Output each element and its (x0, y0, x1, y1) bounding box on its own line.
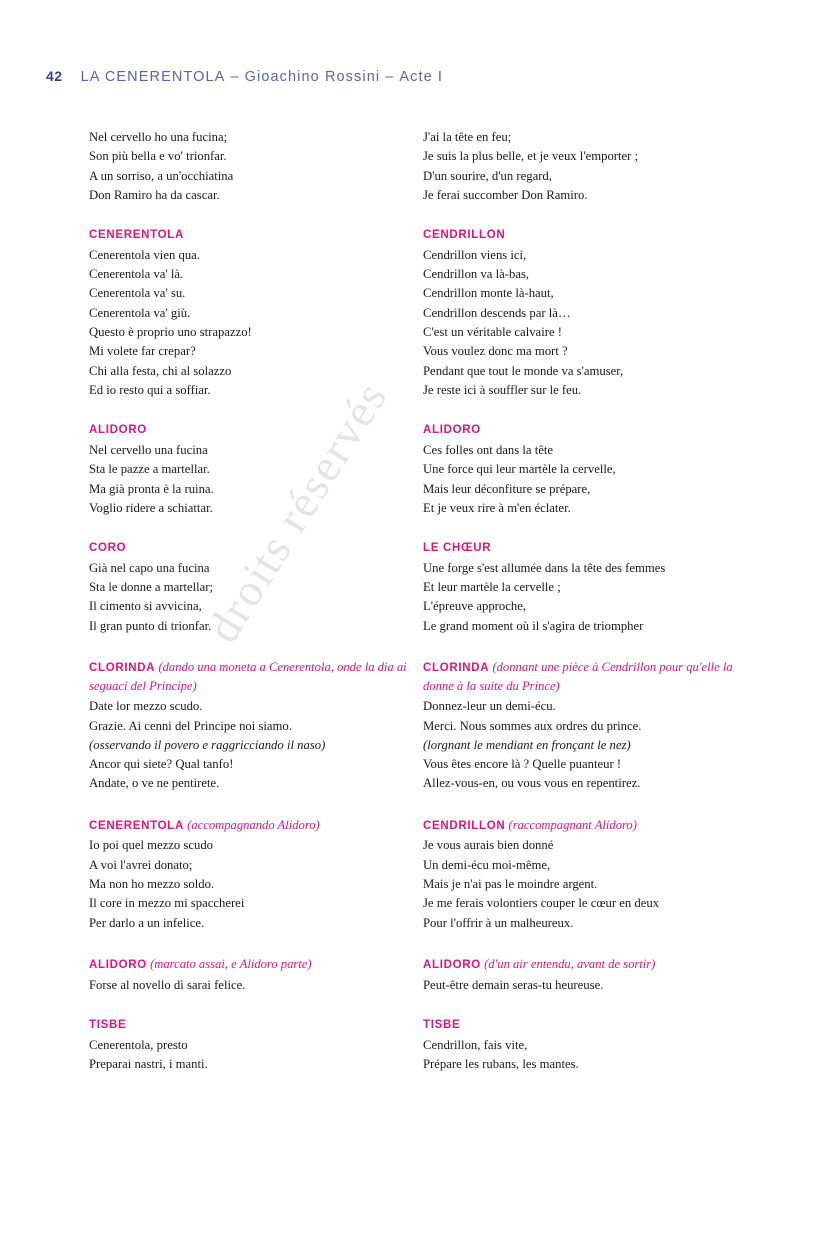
page-number: 42 (46, 68, 63, 84)
speech-block (423, 658, 757, 794)
speaker-label (423, 540, 757, 557)
speaker-name: ALIDORO (89, 958, 147, 971)
verse-line: Chi alla festa, chi al solazzo (89, 363, 232, 378)
speaker-name: CLORINDA (423, 661, 490, 674)
speech-block (423, 227, 757, 400)
speaker-name: ALIDORO (89, 424, 147, 437)
speech-block (423, 422, 757, 518)
verse-line: Sta le pazze a martellar. (89, 462, 210, 477)
verse-line: (lorgnant le mendiant en fronçant le nez) (423, 737, 631, 752)
column-french (423, 128, 757, 1074)
speech-block (423, 128, 757, 205)
speaker-label (89, 422, 423, 439)
speaker-name: CENERENTOLA (89, 229, 185, 242)
verse-line: Per darlo a un infelice. (89, 915, 205, 930)
speaker-label (423, 1017, 757, 1034)
verse-line: Je me ferais volontiers couper le cœur en deux (423, 896, 660, 911)
speaker-label (89, 816, 423, 835)
verse-line: Preparai nastri, i manti. (89, 1056, 208, 1071)
speaker-name: CENDRILLON (423, 819, 506, 832)
verse-line: Ces folles ont dans la tête (423, 442, 554, 457)
speaker-label (423, 816, 757, 835)
verse-line: A voi l'avrei donato; (89, 857, 193, 872)
verse-line: Je reste ici à souffler sur le feu. (423, 382, 582, 397)
verse-line: Mais leur déconfiture se prépare, (423, 481, 591, 496)
verse-line: Don Ramiro ha da cascar. (89, 187, 220, 202)
verse-line: Cendrillon va là-bas, (423, 267, 530, 282)
speech-block (89, 658, 423, 794)
verse-line: Già nel capo una fucina (89, 560, 210, 575)
verse-line: Voglio ridere a schiattar. (89, 500, 213, 515)
page-header (46, 68, 781, 85)
speaker-name: CENDRILLON (423, 229, 506, 242)
act-label: Acte I (399, 69, 444, 85)
verse-line: Andate, o ve ne pentirete. (89, 776, 220, 791)
speaker-label (423, 227, 757, 244)
title-separator-1: – (230, 69, 240, 85)
verse-line: Cendrillon, fais vite, (423, 1037, 528, 1052)
verse-line: Mi volete far crepar? (89, 344, 196, 359)
verse-line: Grazie. Ai cenni del Principe noi siamo. (89, 718, 292, 733)
speech-block (423, 1017, 757, 1074)
verse-line: Prépare les rubans, les mantes. (423, 1056, 579, 1071)
stage-direction: (dando una moneta a Cenerentola, onde la dia ai seguaci del Principe) (89, 659, 407, 693)
speech-block (423, 540, 757, 636)
speaker-label (423, 422, 757, 439)
verse-line: Nel cervello ho una fucina; (89, 130, 228, 144)
libretto-columns (0, 128, 827, 1074)
verse-line: Il core in mezzo mi spaccherei (89, 896, 245, 911)
verse-line: Nel cervello una fucina (89, 442, 208, 457)
verse-line: Cenerentola va' giù. (89, 305, 191, 320)
verse-line: Et je veux rire à m'en éclater. (423, 500, 571, 515)
verse-line: (osservando il povero e raggricciando il naso) (89, 737, 326, 752)
verse-line: C'est un véritable calvaire ! (423, 325, 562, 340)
work-title: LA CENERENTOLA (80, 69, 226, 85)
verse-line: Une force qui leur martèle la cervelle, (423, 462, 616, 477)
verse-line: Forse al novello dì sarai felice. (89, 977, 246, 992)
verse-line: Et leur martèle la cervelle ; (423, 580, 561, 595)
speaker-label (423, 658, 757, 695)
verse-line: A un sorriso, a un'occhiatina (89, 168, 234, 183)
speaker-name: ALIDORO (423, 424, 481, 437)
verse-line: Pendant que tout le monde va s'amuser, (423, 363, 624, 378)
verse-line: Ma già pronta è la ruina. (89, 481, 214, 496)
verse-line: Sta le donne a martellar; (89, 580, 214, 595)
speech-block (89, 540, 423, 636)
verse-line: Il gran punto di trionfar. (89, 618, 212, 633)
speaker-name: TISBE (423, 1018, 461, 1031)
speech-block (89, 128, 423, 205)
verse-line: Je ferai succomber Don Ramiro. (423, 187, 588, 202)
speech-block (89, 1017, 423, 1074)
verse-line: Ancor qui siete? Qual tanfo! (89, 757, 234, 772)
verse-line: Ma non ho mezzo soldo. (89, 877, 215, 892)
speech-block (89, 816, 423, 933)
verse-line: Ed io resto qui a soffiar. (89, 382, 211, 397)
composer-name: Gioachino Rossini (244, 69, 381, 85)
speech-block (89, 422, 423, 518)
verse-line: J'ai la tête en feu; (423, 130, 512, 144)
verse-line: Cenerentola va' su. (89, 286, 186, 301)
verse-line: Cenerentola va' là. (89, 267, 184, 282)
verse-line: D'un sourire, d'un regard, (423, 168, 552, 183)
speaker-name: CLORINDA (89, 661, 156, 674)
stage-direction: (raccompagnant Alidoro) (505, 817, 637, 832)
speech-block (89, 227, 423, 400)
verse-line: Il cimento si avvicina, (89, 599, 202, 614)
speech-block (423, 955, 757, 995)
verse-line: Pour l'offrir à un malheureux. (423, 915, 574, 930)
watermark-text: droits réservés (196, 371, 398, 651)
verse-line: Cendrillon descends par là… (423, 305, 571, 320)
verse-line: Cenerentola, presto (89, 1037, 188, 1052)
speech-block (423, 816, 757, 933)
stage-direction: (d'un air entendu, avant de sortir) (480, 956, 656, 971)
speaker-label (89, 955, 423, 974)
verse-line: Le grand moment où il s'agira de triompher (423, 618, 644, 633)
stage-direction: (marcato assai, e Alidoro parte) (146, 956, 312, 971)
verse-line: Merci. Nous sommes aux ordres du prince. (423, 718, 642, 733)
verse-line: Une forge s'est allumée dans la tête des femmes (423, 560, 666, 575)
verse-line: Cenerentola vien qua. (89, 247, 200, 262)
speaker-name: LE CHŒUR (423, 542, 492, 555)
verse-line: Son più bella e vo' trionfar. (89, 149, 227, 164)
speaker-label (423, 955, 757, 974)
speaker-name: CORO (89, 542, 127, 555)
speaker-name: TISBE (89, 1018, 127, 1031)
speech-block (89, 955, 423, 995)
stage-direction: (donnant une pièce à Cendrillon pour qu'elle la donne à la suite du Prince) (423, 659, 733, 693)
speaker-label (89, 1017, 423, 1034)
speaker-name: ALIDORO (423, 958, 481, 971)
verse-line: Vous êtes encore là ? Quelle puanteur ! (423, 757, 622, 772)
verse-line: Peut-être demain seras-tu heureuse. (423, 977, 604, 992)
verse-line: Vous voulez donc ma mort ? (423, 344, 568, 359)
verse-line: Donnez-leur un demi-écu. (423, 699, 556, 714)
running-title (81, 69, 443, 85)
speaker-label (89, 227, 423, 244)
speaker-label (89, 658, 423, 695)
title-separator-2: – (385, 69, 395, 85)
verse-line: Date lor mezzo scudo. (89, 699, 203, 714)
verse-line: Allez-vous-en, ou vous vous en repentirez. (423, 776, 641, 791)
verse-line: Questo è proprio uno strapazzo! (89, 325, 252, 340)
verse-line: L'épreuve approche, (423, 599, 527, 614)
verse-line: Cendrillon monte là-haut, (423, 286, 554, 301)
verse-line: Cendrillon viens ici, (423, 247, 527, 262)
verse-line: Io poi quel mezzo scudo (89, 838, 214, 853)
verse-line: Je vous aurais bien donné (423, 838, 554, 853)
speaker-label (89, 540, 423, 557)
column-italian (89, 128, 423, 1074)
verse-line: Je suis la plus belle, et je veux l'emporter ; (423, 149, 639, 164)
verse-line: Un demi-écu moi-même, (423, 857, 551, 872)
verse-line: Mais je n'ai pas le moindre argent. (423, 877, 598, 892)
stage-direction: (accompagnando Alidoro) (184, 817, 320, 832)
speaker-name: CENERENTOLA (89, 819, 185, 832)
